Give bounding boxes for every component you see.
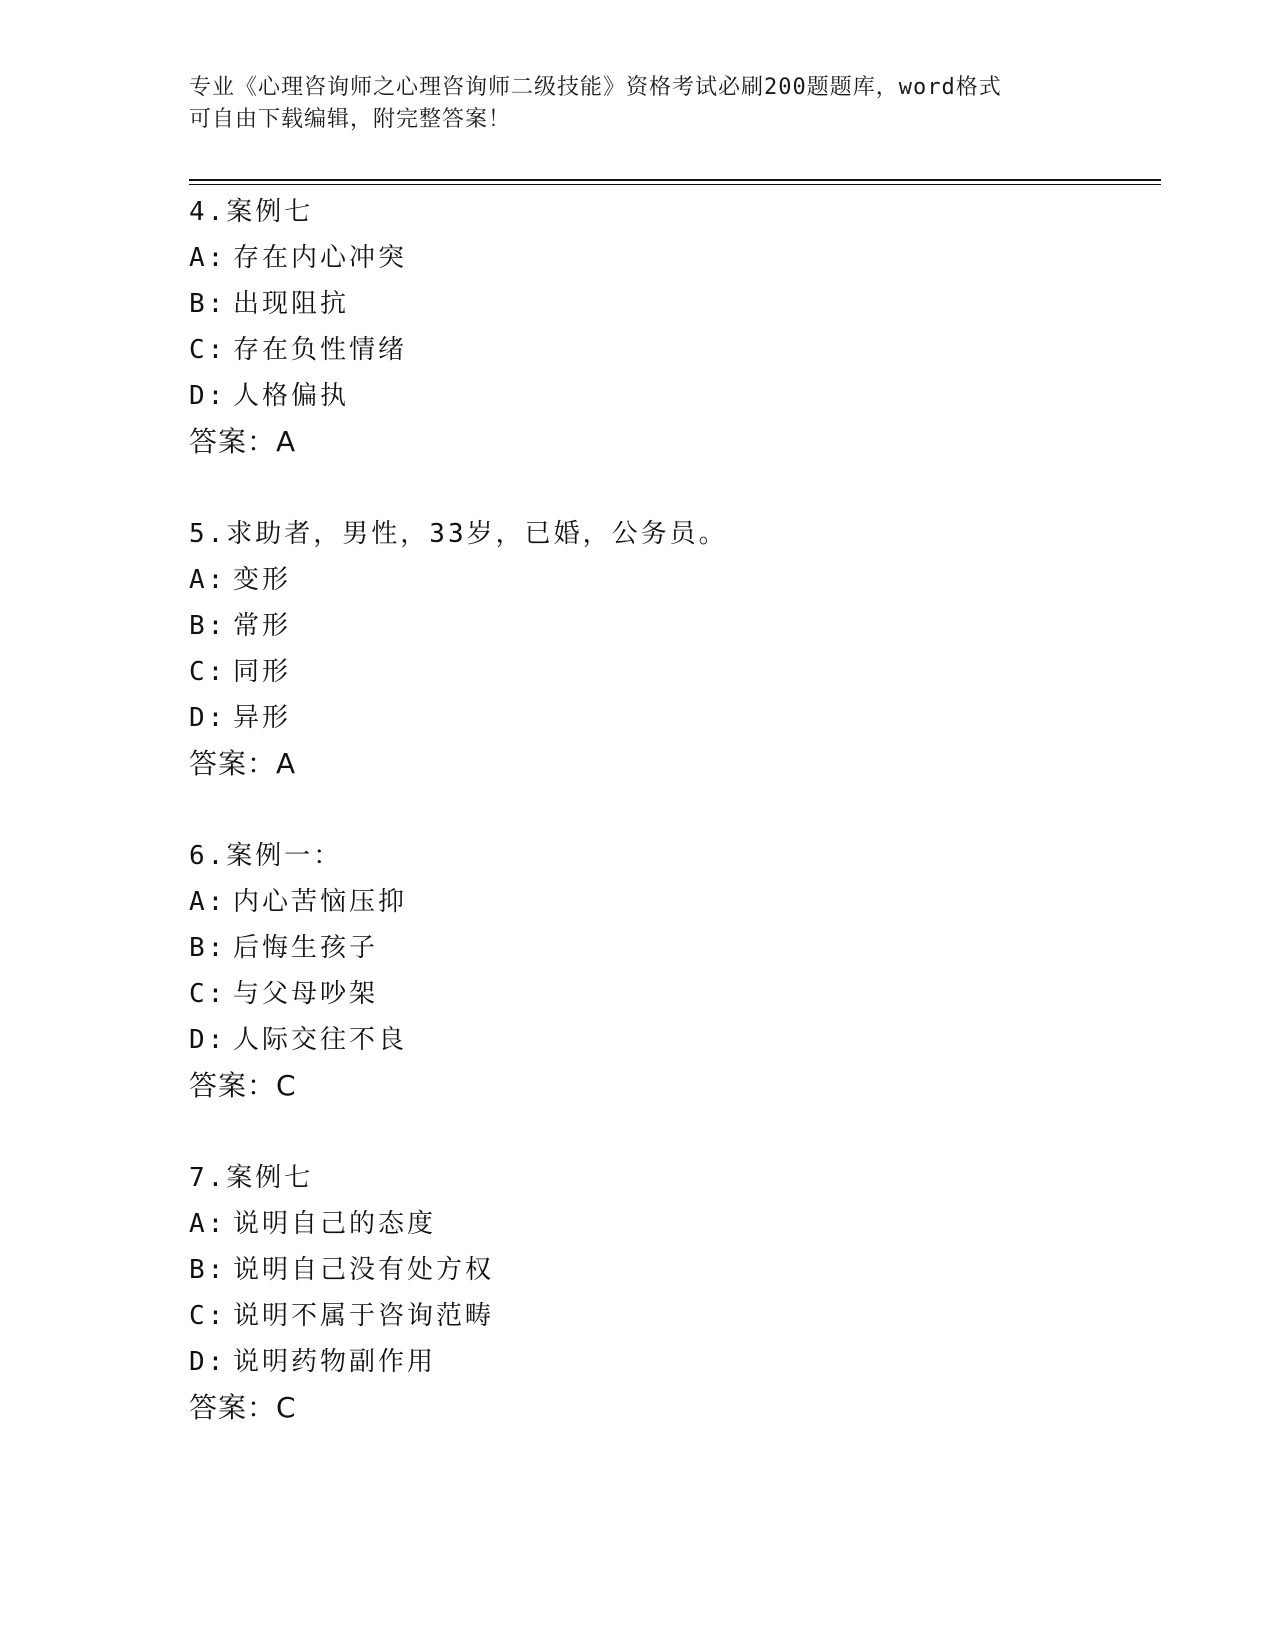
option-letter: D: <box>189 1347 227 1377</box>
option-text: 与父母吵架 <box>233 979 379 1009</box>
option-letter: A: <box>189 887 227 917</box>
option-text: 内心苦恼压抑 <box>233 887 408 917</box>
option-a <box>189 1201 1161 1247</box>
option-text: 说明不属于咨询范畴 <box>233 1301 495 1331</box>
question-title: 6.案例一： <box>189 841 343 871</box>
question-title: 5.求助者，男性，33岁，已婚，公务员。 <box>189 519 728 549</box>
document-header <box>189 72 1089 136</box>
option-letter: A: <box>189 1209 227 1239</box>
header-divider-thick <box>189 179 1161 181</box>
option-b <box>189 1247 1161 1293</box>
option-a <box>189 557 1161 603</box>
option-letter: C: <box>189 1301 227 1331</box>
header-line-1: 专业《心理咨询师之心理咨询师二级技能》资格考试必刷200题题库，word格式 <box>189 75 1002 100</box>
option-c <box>189 1293 1161 1339</box>
question-item <box>189 189 1161 511</box>
option-text: 说明自己没有处方权 <box>233 1255 495 1285</box>
question-item <box>189 833 1161 1155</box>
option-a <box>189 235 1161 281</box>
option-letter: C: <box>189 657 227 687</box>
question-list <box>189 189 1161 1477</box>
option-letter: C: <box>189 979 227 1009</box>
option-letter: B: <box>189 611 227 641</box>
option-text: 存在内心冲突 <box>233 243 408 273</box>
answer-label: 答案：A <box>189 747 297 780</box>
header-divider-thin <box>189 184 1161 185</box>
option-d <box>189 695 1161 741</box>
option-text: 说明药物副作用 <box>233 1347 437 1377</box>
option-letter: B: <box>189 933 227 963</box>
option-text: 存在负性情绪 <box>233 335 408 365</box>
option-a <box>189 879 1161 925</box>
option-text: 人格偏执 <box>233 381 350 411</box>
option-c <box>189 971 1161 1017</box>
option-c <box>189 649 1161 695</box>
option-b <box>189 925 1161 971</box>
option-text: 常形 <box>233 611 292 641</box>
option-letter: D: <box>189 703 227 733</box>
option-d <box>189 1339 1161 1385</box>
option-text: 出现阻抗 <box>233 289 350 319</box>
option-text: 说明自己的态度 <box>233 1209 437 1239</box>
option-text: 后悔生孩子 <box>233 933 379 963</box>
question-title: 7.案例七 <box>189 1163 314 1193</box>
question-title: 4.案例七 <box>189 197 314 227</box>
option-text: 同形 <box>233 657 292 687</box>
option-letter: A: <box>189 243 227 273</box>
option-letter: A: <box>189 565 227 595</box>
question-item <box>189 1155 1161 1477</box>
question-item <box>189 511 1161 833</box>
option-letter: D: <box>189 381 227 411</box>
option-c <box>189 327 1161 373</box>
header-line-2: 可自由下载编辑，附完整答案！ <box>189 107 512 132</box>
option-letter: B: <box>189 1255 227 1285</box>
option-letter: D: <box>189 1025 227 1055</box>
option-text: 变形 <box>233 565 292 595</box>
option-d <box>189 373 1161 419</box>
option-letter: C: <box>189 335 227 365</box>
option-b <box>189 603 1161 649</box>
answer-label: 答案：C <box>189 1069 297 1102</box>
option-d <box>189 1017 1161 1063</box>
option-text: 异形 <box>233 703 292 733</box>
answer-label: 答案：C <box>189 1391 297 1424</box>
option-letter: B: <box>189 289 227 319</box>
answer-label: 答案：A <box>189 425 297 458</box>
option-text: 人际交往不良 <box>233 1025 408 1055</box>
option-b <box>189 281 1161 327</box>
